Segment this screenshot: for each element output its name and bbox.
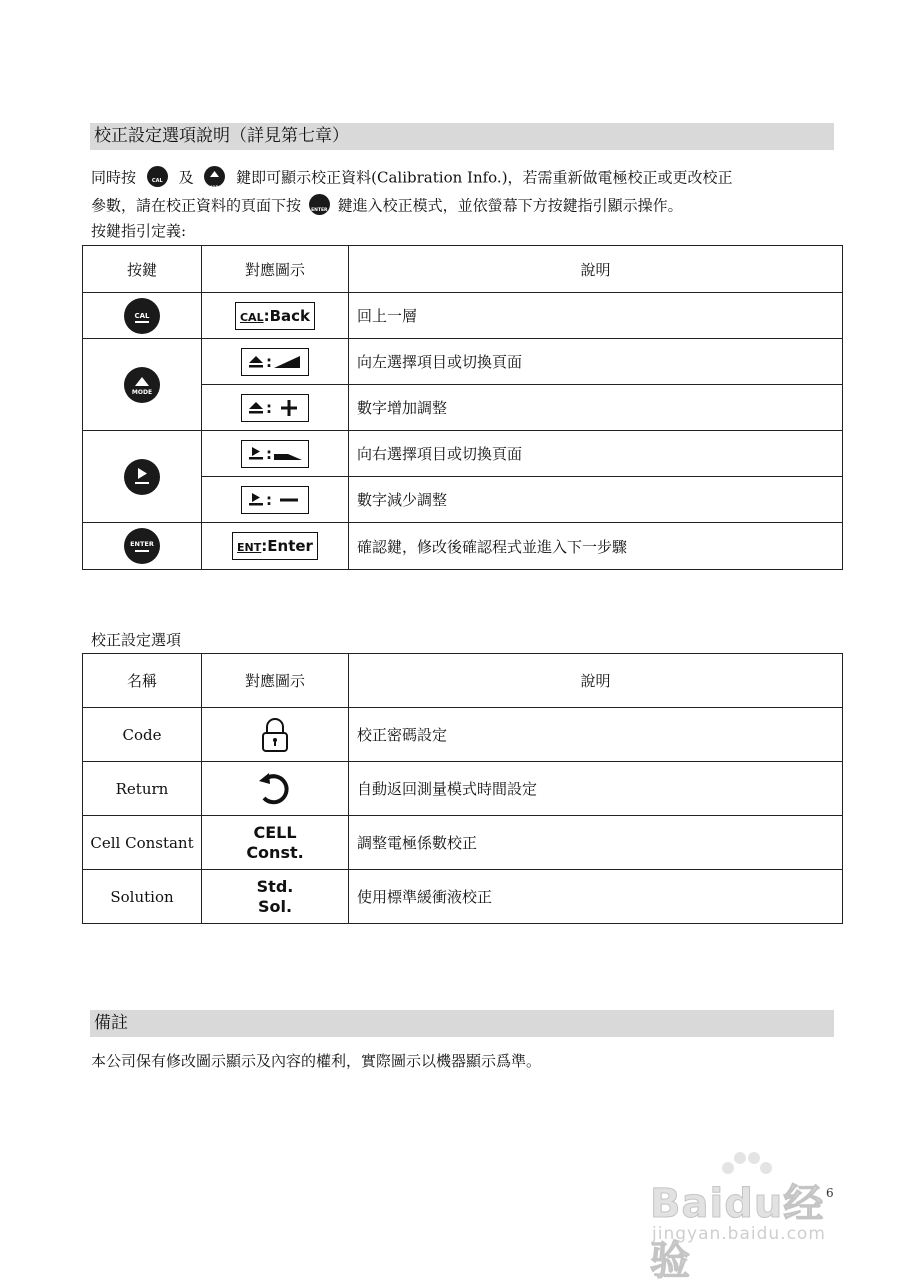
table-row — [83, 870, 843, 924]
intro-line-1 — [91, 168, 733, 189]
table-row — [83, 293, 843, 339]
header-icon: 對應圖示 — [202, 654, 349, 708]
desc-cell: 使用標準緩衝液校正 — [349, 870, 843, 924]
key-cell — [83, 293, 202, 339]
desc-cell: 回上一層 — [349, 293, 843, 339]
lcd-left-icon: : — [241, 348, 309, 376]
desc-cell: 數字減少調整 — [349, 477, 843, 523]
header-key: 按鍵 — [83, 246, 202, 293]
mode-button-icon: MODE — [204, 166, 225, 187]
lcd-cell — [202, 523, 349, 570]
desc-cell: 校正密碼設定 — [349, 708, 843, 762]
desc-cell: 調整電極係數校正 — [349, 816, 843, 870]
mode-key-icon: MODE — [124, 367, 160, 403]
table-row — [83, 339, 843, 385]
intro-text-1c: 鍵即可顯示校正資料(Calibration Info.)，若需重新做電極校正或更改校正 — [236, 168, 733, 187]
return-icon — [255, 769, 295, 809]
lcd-enter-icon: ENT:Enter — [232, 532, 318, 560]
header-desc: 說明 — [349, 246, 843, 293]
watermark-brand: Baidu经验 — [650, 1181, 825, 1284]
section-title-notes: 備註 — [90, 1010, 834, 1037]
icon-cell — [202, 870, 349, 924]
page-number: 6 — [826, 1186, 834, 1200]
lcd-minus-icon: : — [241, 486, 309, 514]
cell-const-label: CELL Const. — [246, 822, 304, 862]
option-name: Return — [83, 762, 202, 816]
lcd-cell — [202, 477, 349, 523]
baidu-watermark — [650, 1150, 860, 1284]
intro-text-1b: 及 — [178, 168, 194, 187]
key-cell — [83, 431, 202, 523]
desc-cell: 向左選擇項目或切換頁面 — [349, 339, 843, 385]
options-table — [82, 653, 843, 924]
lcd-cell — [202, 293, 349, 339]
intro-line-3: 按鍵指引定義: — [91, 222, 187, 240]
option-name: Cell Constant — [83, 816, 202, 870]
key-cell — [83, 339, 202, 431]
desc-cell: 向右選擇項目或切換頁面 — [349, 431, 843, 477]
key-table-header — [83, 246, 843, 293]
notes-text: 本公司保有修改圖示顯示及內容的權利，實際圖示以機器顯示爲準。 — [91, 1052, 542, 1070]
cal-key-icon: CAL — [124, 298, 160, 334]
enter-key-icon: ENTER — [124, 528, 160, 564]
lcd-cell — [202, 385, 349, 431]
table-row — [83, 431, 843, 477]
table-row — [83, 762, 843, 816]
header-icon: 對應圖示 — [202, 246, 349, 293]
key-cell — [83, 523, 202, 570]
enter-button-icon: ENTER — [309, 194, 330, 215]
options-table-header — [83, 654, 843, 708]
option-name: Solution — [83, 870, 202, 924]
table-row — [83, 816, 843, 870]
section-title-calibration: 校正設定選項說明（詳見第七章） — [90, 123, 834, 150]
icon-cell — [202, 816, 349, 870]
option-name: Code — [83, 708, 202, 762]
desc-cell: 自動返回測量模式時間設定 — [349, 762, 843, 816]
lcd-plus-icon: : — [241, 394, 309, 422]
lcd-back-icon: CAL:Back — [235, 302, 315, 330]
options-caption: 校正設定選項 — [91, 631, 182, 649]
intro-line-2 — [91, 196, 683, 217]
lcd-cell — [202, 339, 349, 385]
intro-text-2b: 鍵進入校正模式，並依螢幕下方按鍵指引顯示操作。 — [337, 196, 683, 215]
right-key-icon — [124, 459, 160, 495]
icon-cell — [202, 762, 349, 816]
lcd-right-icon: : — [241, 440, 309, 468]
cal-button-icon: CAL — [147, 166, 168, 187]
header-name: 名稱 — [83, 654, 202, 708]
icon-cell — [202, 708, 349, 762]
table-row — [83, 708, 843, 762]
watermark-url: jingyan.baidu.com — [652, 1224, 826, 1244]
lock-icon — [261, 717, 289, 753]
intro-text-1a: 同時按 — [91, 168, 137, 187]
lcd-cell — [202, 431, 349, 477]
std-sol-label: Std. Sol. — [256, 876, 294, 916]
table-row — [83, 523, 843, 570]
intro-text-2a: 參數，請在校正資料的頁面下按 — [91, 196, 302, 215]
desc-cell: 確認鍵，修改後確認程式並進入下一步驟 — [349, 523, 843, 570]
header-desc: 說明 — [349, 654, 843, 708]
desc-cell: 數字增加調整 — [349, 385, 843, 431]
key-guide-table — [82, 245, 843, 570]
